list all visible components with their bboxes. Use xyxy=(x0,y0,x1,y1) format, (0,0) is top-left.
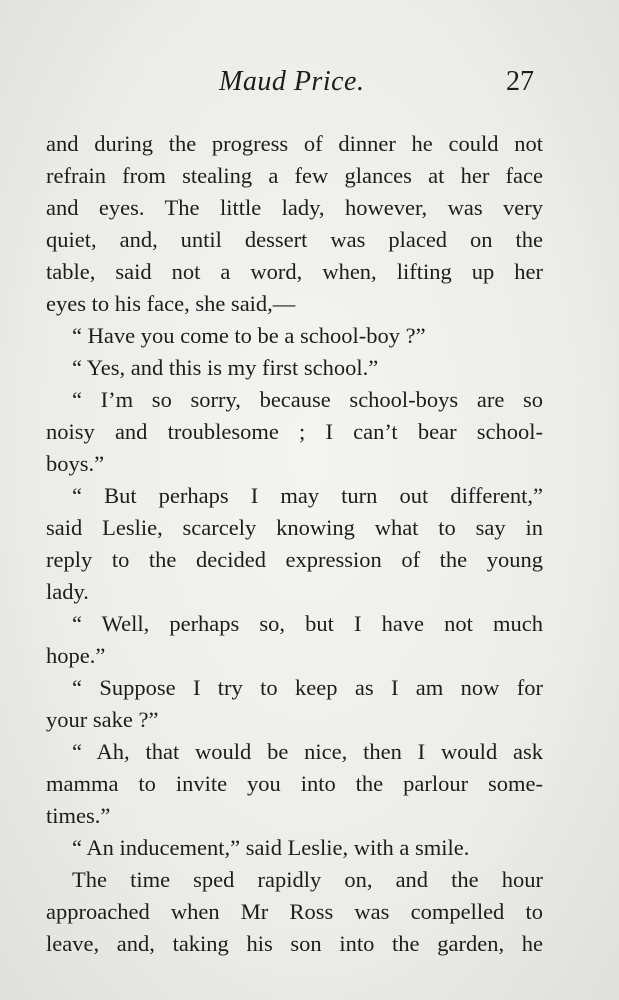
text-line: your sake ?” xyxy=(46,707,159,732)
text-line: The time sped rapidly on, and the hour xyxy=(72,867,543,892)
text-line: boys.” xyxy=(46,451,105,476)
page-header xyxy=(0,66,619,106)
text-line: “ An inducement,” said Leslie, with a smile. xyxy=(72,835,470,860)
text-line: mamma to invite you into the parlour some- xyxy=(46,771,543,796)
body-text xyxy=(46,128,543,960)
text-line: “ But perhaps I may turn out different,” xyxy=(72,483,543,508)
text-line: “ Well, perhaps so, but I have not much xyxy=(72,611,543,636)
text-line: said Leslie, scarcely knowing what to say in xyxy=(46,515,543,540)
text-line: eyes to his face, she said,— xyxy=(46,291,296,316)
text-line: leave, and, taking his son into the garden, he xyxy=(46,931,543,956)
text-line: and during the progress of dinner he could not xyxy=(46,131,543,156)
text-line: lady. xyxy=(46,579,89,604)
text-line: quiet, and, until dessert was placed on the xyxy=(46,227,543,252)
text-line: and eyes. The little lady, however, was very xyxy=(46,195,543,220)
page-number: 27 xyxy=(506,66,534,97)
text-line: reply to the decided expression of the young xyxy=(46,547,543,572)
text-line: times.” xyxy=(46,803,111,828)
text-line: “ Yes, and this is my first school.” xyxy=(72,355,379,380)
text-line: table, said not a word, when, lifting up her xyxy=(46,259,543,284)
text-line: approached when Mr Ross was compelled to xyxy=(46,899,543,924)
running-title: Maud Price. xyxy=(219,66,365,97)
text-line: hope.” xyxy=(46,643,106,668)
text-line: noisy and troublesome ; I can’t bear school- xyxy=(46,419,543,444)
text-line: refrain from stealing a few glances at her face xyxy=(46,163,543,188)
text-line: “ Suppose I try to keep as I am now for xyxy=(72,675,543,700)
text-line: “ I’m so sorry, because school-boys are so xyxy=(72,387,543,412)
text-line: “ Have you come to be a school-boy ?” xyxy=(72,323,426,348)
text-line: “ Ah, that would be nice, then I would ask xyxy=(72,739,543,764)
